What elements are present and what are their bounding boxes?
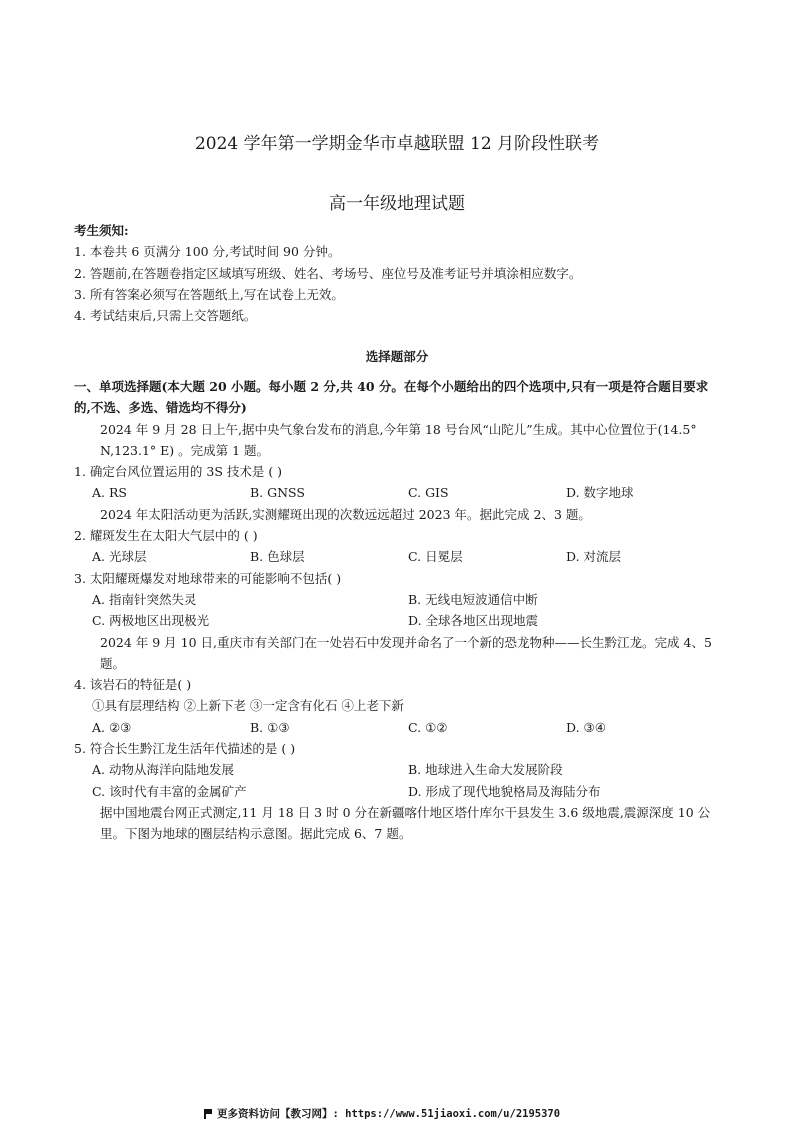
notice-item: 2. 答题前,在答题卷指定区域填写班级、姓名、考场号、座位号及准考证号并填涂相应数字。 (74, 265, 582, 281)
notice-block (74, 220, 724, 326)
question-3-options (74, 589, 724, 610)
passage-2: 2024 年太阳活动更为活跃,实测耀斑出现的次数远远超过 2023 年。据此完成 2、3 题。 (100, 506, 591, 522)
option: A. RS (92, 485, 127, 501)
option: D. 形成了现代地貌格局及海陆分布 (408, 783, 601, 799)
notice-heading: 考生须知: (74, 223, 129, 238)
question-3-options (74, 610, 724, 631)
question-4-statements: ①具有层理结构 ②上新下老 ③一定含有化石 ④上老下新 (92, 698, 404, 714)
option: D. 对流层 (566, 549, 622, 565)
question-4-options (74, 717, 724, 738)
footer-link[interactable] (204, 1106, 560, 1121)
option: D. 数字地球 (566, 485, 634, 501)
notice-item: 1. 本卷共 6 页满分 100 分,考试时间 90 分钟。 (74, 244, 341, 260)
exam-title: 2024 学年第一学期金华市卓越联盟 12 月阶段性联考 (194, 134, 600, 154)
footer-text: 更多资料访问【教习网】: https://www.51jiaoxi.com/u/2195370 (217, 1108, 561, 1120)
question-1-options (74, 482, 724, 503)
option: C. ①② (408, 719, 448, 735)
exam-subtitle: 高一年级地理试题 (329, 194, 465, 214)
question-3-stem: 3. 太阳耀斑爆发对地球带来的可能影响不包括( ) (74, 570, 342, 586)
option: D. ③④ (566, 719, 606, 735)
passage-3: 2024 年 9 月 10 日,重庆市有关部门在一处岩石中发现并命名了一个新的恐龙物种——长生黔江龙。完成 4、5 题。 (100, 634, 712, 671)
option: C. 该时代有丰富的金属矿产 (92, 783, 247, 799)
question-2-options (74, 546, 724, 567)
option: B. 地球进入生命大发展阶段 (408, 762, 563, 778)
option: C. 日冕层 (408, 549, 463, 565)
option: A. 动物从海洋向陆地发展 (92, 762, 234, 778)
question-4-stem: 4. 该岩石的特征是( ) (74, 677, 192, 693)
passage-4: 据中国地震台网正式测定,11 月 18 日 3 时 0 分在新疆喀什地区塔什库尔干县发生 3.6 级地震,震源深度 10 公里。下图为地球的圈层结构示意图。据此完成 6、7 题。 (100, 804, 711, 842)
question-5-options (74, 781, 724, 802)
option: D. 全球各地区出现地震 (408, 613, 539, 629)
flag-icon (204, 1109, 212, 1118)
option: C. GIS (408, 485, 449, 501)
option: A. 指南针突然失灵 (92, 591, 197, 607)
option: B. ①③ (250, 719, 290, 735)
section-instruction: 一、单项选择题(本大题 20 小题。每小题 2 分,共 40 分。在每个小题给出的四个选项中,只有一项是符合题目要求的,不选、多选、错选均不得分) (74, 379, 709, 416)
notice-item: 3. 所有答案必须写在答题纸上,写在试卷上无效。 (74, 286, 344, 302)
option: B. 无线电短波通信中断 (408, 591, 538, 607)
passage-1: 2024 年 9 月 28 日上午,据中央气象台发布的消息,今年第 18 号台风“山陀儿”生成。其中心位置位于(14.5° N,123.1° E) 。完成第 1 题。 (100, 421, 697, 458)
questions-block (74, 376, 724, 845)
option: A. 光球层 (92, 549, 147, 565)
option: B. GNSS (250, 485, 305, 501)
question-1-stem: 1. 确定台风位置运用的 3S 技术是 ( ) (74, 464, 283, 480)
question-2-stem: 2. 耀斑发生在太阳大气层中的 ( ) (74, 528, 258, 544)
section-title: 选择题部分 (365, 349, 429, 364)
notice-item: 4. 考试结束后,只需上交答题纸。 (74, 308, 257, 324)
option: C. 两极地区出现极光 (92, 613, 210, 629)
option: A. ②③ (92, 719, 132, 735)
question-5-options (74, 759, 724, 780)
question-5-stem: 5. 符合长生黔江龙生活年代描述的是 ( ) (74, 741, 296, 757)
option: B. 色球层 (250, 549, 305, 565)
